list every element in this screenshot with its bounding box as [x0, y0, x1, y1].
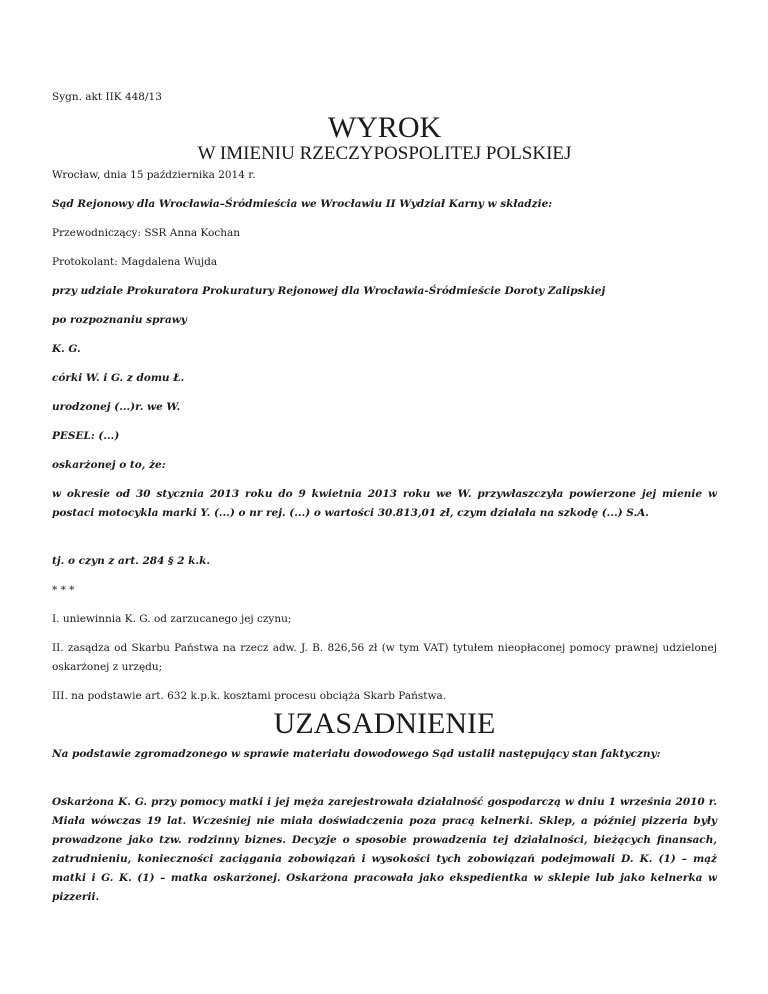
- court-name: Sąd Rejonowy dla Wrocławia–Śródmieścia we Wrocławiu II Wydział Karny w składzie:: [52, 198, 553, 210]
- charge-description: w okresie od 30 stycznia 2013 roku do 9 kwietnia 2013 roku we W. przywłaszczyła powierzone jej mienie w postaci motocykla marki Y. (...) o nr rej. (...) o wartości 30.813,01 zł, czym działała na szkodę (...) S.A.: [52, 488, 717, 519]
- document-title: WYROK: [327, 111, 442, 144]
- separator: * * *: [52, 584, 75, 596]
- justification-title: UZASADNIENIE: [273, 707, 496, 740]
- justification-intro: Na podstawie zgromadzonego w sprawie materiału dowodowego Sąd ustalił następujący stan faktyczny:: [52, 748, 661, 760]
- ruling-item-3: III. na podstawie art. 632 k.p.k. kosztami procesu obciąża Skarb Państwa.: [52, 690, 447, 702]
- presiding-judge: Przewodniczący: SSR Anna Kochan: [52, 227, 241, 239]
- accused-of-label: oskarżonej o to, że:: [52, 459, 166, 471]
- prosecutor: przy udziale Prokuratora Prokuratury Rejonowej dla Wrocławia-Śródmieście Doroty Zalipskiej: [52, 285, 606, 297]
- defendant-birth: urodzonej (...)r. we W.: [52, 401, 181, 413]
- ruling-item-2: II. zasądza od Skarbu Państwa na rzecz adw. J. B. 826,56 zł (w tym VAT) tytułem nieopłaconej pomocy prawnej udzielonej oskarżonej z urzędu;: [52, 642, 717, 673]
- hearing-line: po rozpoznaniu sprawy: [52, 314, 187, 326]
- defendant-parents: córki W. i G. z domu Ł.: [52, 372, 185, 384]
- legal-article: tj. o czyn z art. 284 § 2 k.k.: [52, 555, 211, 567]
- case-number: Sygn. akt IIK 448/13: [52, 91, 162, 103]
- ruling-item-1: I. uniewinnia K. G. od zarzucanego jej czynu;: [52, 613, 292, 625]
- place-date: Wrocław, dnia 15 października 2014 r.: [52, 169, 256, 181]
- justification-body: Oskarżona K. G. przy pomocy matki i jej męża zarejestrowała działalność gospodarczą w dniu 1 września 2010 r. Miała wówczas 19 lat. Wcześniej nie miała doświadczenia poza pracą kelnerki. Sklep, a później pizzeria były prowadzone jako tzw. rodzinny biznes. Decyzje o sposobie prowadzenia tej działalności, bieżących finansach, zatrudnieniu, konieczności zaciągania zobowiązań i wysokości tych zobowiązań podejmowali D. K. (1) – mąż matki i G. K. (1) – matka oskarżonej. Oskarżona pracowała jako ekspedientka w sklepie lub jako kelnerka w pizzerii.: [52, 796, 717, 903]
- court-clerk: Protokolant: Magdalena Wujda: [52, 256, 218, 268]
- defendant-pesel: PESEL: (...): [52, 430, 120, 442]
- document-subtitle: W IMIENIU RZECZYPOSPOLITEJ POLSKIEJ: [197, 143, 572, 164]
- defendant-initials: K. G.: [52, 343, 81, 355]
